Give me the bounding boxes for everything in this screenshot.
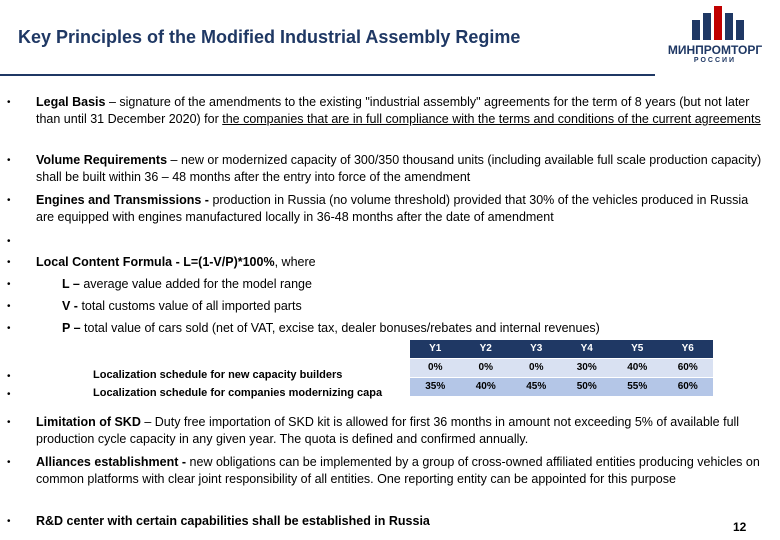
bullet-label: Legal Basis	[36, 95, 106, 109]
bullet-label: Local Content Formula - L=(1-V/P)*100%	[36, 255, 275, 269]
table-row	[410, 358, 713, 377]
bullet-marker: •	[7, 155, 11, 166]
schedule-new-label: Localization schedule for new capacity builders	[93, 369, 343, 381]
bullet-marker: •	[7, 97, 11, 108]
bullet-label: Engines and Transmissions -	[36, 193, 209, 207]
bullet-marker: •	[7, 279, 11, 290]
bullet-marker: •	[7, 323, 11, 334]
logo-subtitle: РОССИИ	[693, 57, 737, 64]
column-header: Y1	[410, 340, 461, 358]
bullet-label: P –	[62, 321, 81, 335]
bullet-label: V -	[62, 299, 78, 313]
logo-bars-icon	[692, 6, 744, 40]
bullet-marker: •	[7, 371, 11, 382]
bullet-text: – new or modernized capacity of 300/350 thousand units (including available full scale production capacity) shall be built within 36 – 48 months after the entry into force of the amendment	[36, 153, 762, 184]
column-header: Y4	[562, 340, 613, 358]
bullet-text: new obligations can be implemented by a group of cross-owned affiliated entities producing vehicles on common platforms with clear joint responsibility of all entities. One reporting entity can be appointed for this purpose	[36, 455, 760, 486]
page-number: 12	[733, 520, 747, 534]
table-cell: 50%	[562, 377, 613, 396]
bullet-label: L –	[62, 277, 80, 291]
bullet-text: total customs value of all imported parts	[77, 299, 302, 313]
logo-text: МИНПРОМТОРГ	[667, 43, 763, 57]
table-cell: 60%	[663, 358, 714, 377]
bullet-marker: •	[7, 301, 11, 312]
table-cell: 40%	[461, 377, 512, 396]
schedule-modernizing-label: Localization schedule for companies modernizing capa	[93, 387, 383, 399]
column-header: Y5	[612, 340, 663, 358]
localization-schedule-table	[410, 340, 713, 397]
table-cell: 30%	[562, 358, 613, 377]
bullet-text: average value added for the model range	[79, 277, 312, 291]
bullet-label: Alliances establishment -	[36, 455, 187, 469]
table-cell: 45%	[511, 377, 562, 396]
bullet-text: – Duty free importation of SKD kit is allowed for first 36 months in amount not exceeding 5% of available full production cycle capacity in any given year. The quota is defined and confirmed annually.	[36, 415, 740, 446]
page-title: Key Principles of the Modified Industrial Assembly Regime	[18, 27, 521, 47]
bullet-label: Limitation of SKD	[36, 415, 141, 429]
bullet-label: R&D center with certain capabilities shall be established in Russia	[36, 514, 430, 528]
bullet-marker: •	[7, 417, 11, 428]
bullet-marker: •	[7, 195, 11, 206]
bullet-marker: •	[7, 457, 11, 468]
table-header-row	[410, 340, 713, 358]
bullet-text: total value of cars sold (net of VAT, excise tax, dealer bonuses/rebates and internal revenues)	[80, 321, 600, 335]
table-cell: 0%	[461, 358, 512, 377]
bullet-marker: •	[7, 236, 11, 247]
table-row	[410, 377, 713, 396]
table-cell: 55%	[612, 377, 663, 396]
bullet-label: Volume Requirements	[36, 153, 168, 167]
ministry-logo	[660, 6, 770, 66]
table-cell: 0%	[511, 358, 562, 377]
bullet-underlined-text: the companies that are in full compliance with the terms and conditions of the current agreements	[222, 112, 761, 126]
column-header: Y2	[461, 340, 512, 358]
bullet-text: , where	[274, 255, 316, 269]
bullet-marker: •	[7, 516, 11, 527]
bullet-marker: •	[7, 389, 11, 400]
column-header: Y6	[663, 340, 714, 358]
table-cell: 60%	[663, 377, 714, 396]
bullet-text: production in Russia (no volume threshold) provided that 30% of the vehicles produced in Russia are equipped with engines manufactured locally in 36-48 months after the date of amendment	[36, 193, 749, 224]
table-cell: 35%	[410, 377, 461, 396]
table-cell: 0%	[410, 358, 461, 377]
bullet-text: – signature of the amendments to the existing "industrial assembly" agreements for the term of 8 years (but not later than until 31 December 2020) for	[36, 95, 750, 126]
table-cell: 40%	[612, 358, 663, 377]
bullet-marker: •	[7, 257, 11, 268]
column-header: Y3	[511, 340, 562, 358]
header-divider	[0, 74, 655, 76]
